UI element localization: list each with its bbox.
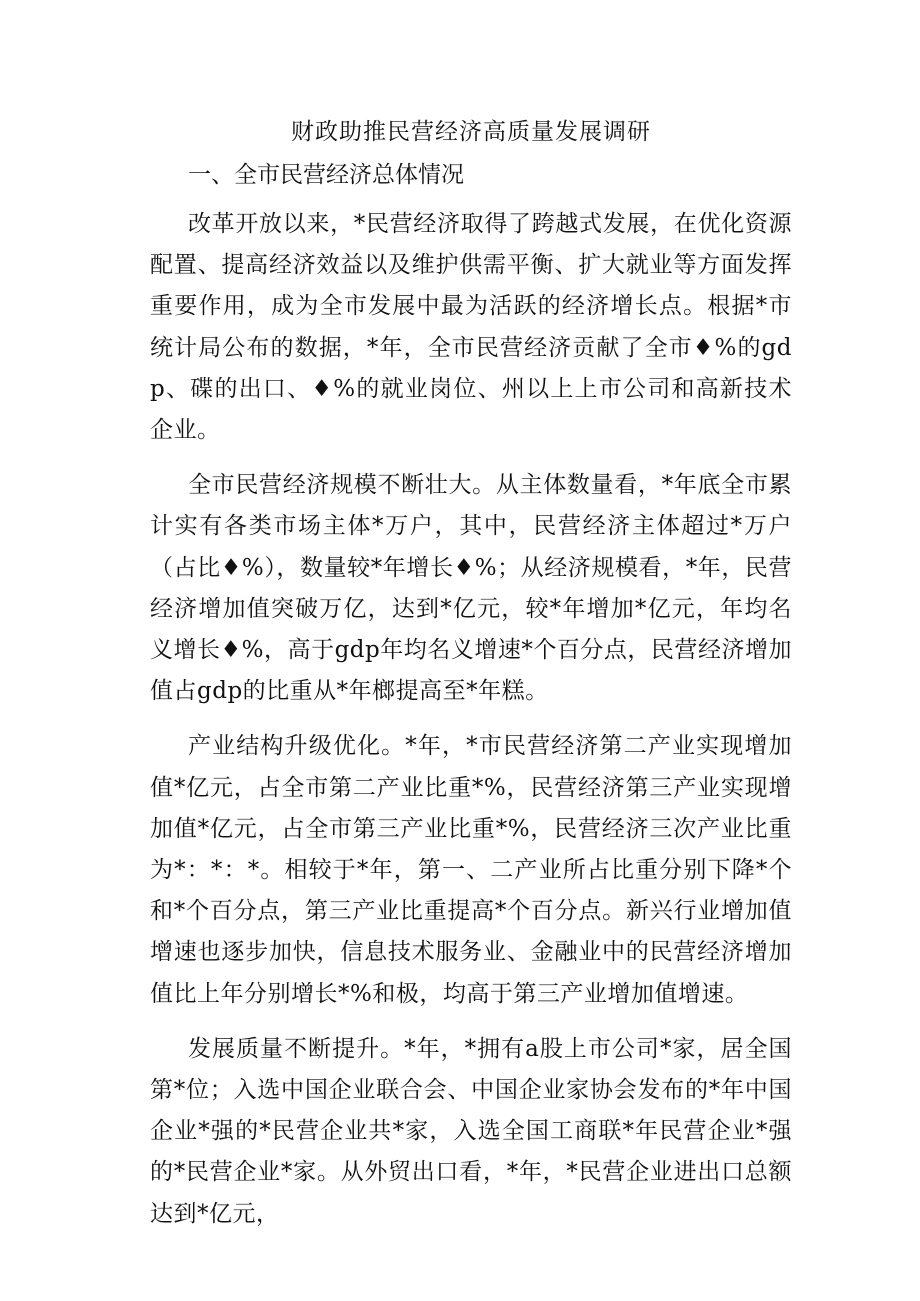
paragraph-4: 发展质量不断提升。*年，*拥有a股上市公司*家，居全国第*位；入选中国企业联合会、中国企业家协会发布的*年中国企业*强的*民营企业共*家，入选全国工商联*年民营企业*强的*民营企业*家。从外贸出口看，*年，*民营企业进出口总额达到*亿元， [150,1035,792,1227]
paragraph-1: 改革开放以来，*民营经济取得了跨越式发展，在优化资源配置、提高经济效益以及维护供需平衡、扩大就业等方面发挥重要作用，成为全市发展中最为活跃的经济增长点。根据*市统计局公布的数据，*年，全市民营经济贡献了全市♦%的gdp、碟的出口、♦%的就业岗位、州以上上市公司和高新技术企业。 [150,211,792,444]
paragraph-2: 全市民营经济规模不断壮大。从主体数量看，*年底全市累计实有各类市场主体*万户，其中，民营经济主体超过*万户（占比♦%），数量较*年增长♦%；从经济规模看，*年，民营经济增加值突破万亿，达到*亿元，较*年增加*亿元，年均名义增长♦%，高于gdp年均名义增速*个百分点，民营经济增加值占gdp的比重从*年榔提高至*年糕。 [150,472,792,705]
section-heading: 一、全市民营经济总体情况 [188,162,464,188]
paragraph-3: 产业结构升级优化。*年，*市民营经济第二产业实现增加值*亿元，占全市第二产业比重*%，民营经济第三产业实现增加值*亿元，占全市第三产业比重*%，民营经济三次产业比重为*：*：*。相较于*年，第一、二产业所占比重分别下降*个和*个百分点，第三产业比重提高*个百分点。新兴行业增加值增速也逐步加快，信息技术服务业、金融业中的民营经济增加值比上年分别增长*%和极，均高于第三产业增加值增速。 [150,733,792,1007]
document-title: 财政助推民营经济高质量发展调研 [291,119,651,145]
